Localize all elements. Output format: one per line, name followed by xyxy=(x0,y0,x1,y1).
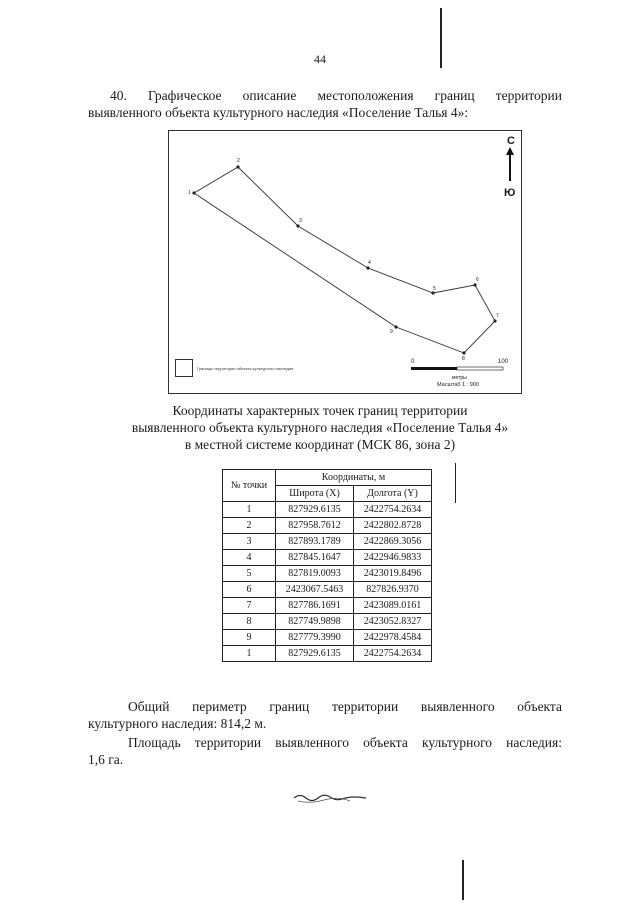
scale-ratio-label: Масштаб 1 : 900 xyxy=(437,382,479,388)
point-number: 1 xyxy=(223,646,276,662)
north-label: С xyxy=(507,135,515,147)
point-label-7: 7 xyxy=(496,313,499,319)
point-label-5: 5 xyxy=(433,286,436,292)
point-number: 9 xyxy=(223,630,276,646)
boundary-map-svg xyxy=(169,131,521,393)
caption-line-1: Координаты характерных точек границ территории xyxy=(172,403,468,418)
point-number: 6 xyxy=(223,582,276,598)
longitude-cell: 2422754.2634 xyxy=(354,646,432,662)
latitude-cell: 827958.7612 xyxy=(276,518,354,534)
latitude-cell: 827779.3990 xyxy=(276,630,354,646)
perimeter-paragraph xyxy=(88,698,562,732)
latitude-cell: 827819.0093 xyxy=(276,566,354,582)
table-row xyxy=(223,534,432,550)
point-number: 8 xyxy=(223,614,276,630)
point-label-9: 9 xyxy=(390,329,393,335)
boundary-point-1 xyxy=(192,191,195,194)
longitude-cell: 2422802.8728 xyxy=(354,518,432,534)
table-row xyxy=(223,518,432,534)
longitude-cell: 2422754.2634 xyxy=(354,502,432,518)
latitude-cell: 827786.1691 xyxy=(276,598,354,614)
boundary-map xyxy=(168,130,522,394)
point-label-8: 8 xyxy=(462,356,465,362)
table-row xyxy=(223,582,432,598)
caption-line-3: в местной системе координат (МСК 86, зона 2) xyxy=(184,437,456,452)
table-row xyxy=(223,614,432,630)
point-number: 1 xyxy=(223,502,276,518)
area-line-2: 1,6 га. xyxy=(88,752,124,767)
header-coords: Координаты, м xyxy=(276,470,432,486)
point-number: 7 xyxy=(223,598,276,614)
scale-bar xyxy=(411,367,503,370)
boundary-points xyxy=(192,165,496,354)
section-heading xyxy=(88,87,562,121)
table-row xyxy=(223,502,432,518)
boundary-point-7 xyxy=(493,319,496,322)
point-label-3: 3 xyxy=(299,218,302,224)
section-heading-line-2: выявленного объекта культурного наследия «Поселение Талья 4»: xyxy=(88,105,469,120)
point-number: 2 xyxy=(223,518,276,534)
longitude-cell: 2423089.0161 xyxy=(354,598,432,614)
latitude-cell: 827845.1647 xyxy=(276,550,354,566)
scale-zero-label: 0 xyxy=(411,359,415,365)
point-label-4: 4 xyxy=(368,260,371,266)
latitude-cell: 827893.1789 xyxy=(276,534,354,550)
caption-line-2: выявленного объекта культурного наследия «Поселение Талья 4» xyxy=(131,420,509,435)
point-label-6: 6 xyxy=(476,277,479,283)
perimeter-line-1: Общий периметр границ территории выявленного объекта xyxy=(128,699,562,714)
binding-line xyxy=(455,463,456,503)
point-label-2: 2 xyxy=(237,158,240,164)
table-row xyxy=(223,598,432,614)
point-number: 3 xyxy=(223,534,276,550)
south-label: Ю xyxy=(504,187,516,199)
table-row xyxy=(223,630,432,646)
section-heading-line-1: 40. Графическое описание местоположения границ территории xyxy=(110,88,562,103)
latitude-cell: 827749.9898 xyxy=(276,614,354,630)
scale-unit-label: метры xyxy=(452,375,467,381)
latitude-cell: 2423067.5463 xyxy=(276,582,354,598)
longitude-cell: 827826.9370 xyxy=(354,582,432,598)
header-lat: Широта (X) xyxy=(276,486,354,502)
coordinates-table xyxy=(222,469,432,662)
boundary-point-9 xyxy=(394,325,397,328)
legend-box xyxy=(175,359,193,377)
point-label-1: 1 xyxy=(188,190,191,196)
header-point: № точки xyxy=(223,470,276,502)
longitude-cell: 2422869.3056 xyxy=(354,534,432,550)
boundary-point-4 xyxy=(366,266,369,269)
boundary-point-3 xyxy=(296,224,299,227)
table-row xyxy=(223,566,432,582)
boundary-point-labels xyxy=(188,158,499,362)
latitude-cell: 827929.6135 xyxy=(276,646,354,662)
latitude-cell: 827929.6135 xyxy=(276,502,354,518)
boundary-point-6 xyxy=(473,283,476,286)
area-line-1: Площадь территории выявленного объекта культурного наследия: xyxy=(128,735,562,750)
longitude-cell: 2423019.8496 xyxy=(354,566,432,582)
legend-text: Границы территории объекта культурного наследия xyxy=(197,366,294,371)
table-row xyxy=(223,550,432,566)
point-number: 4 xyxy=(223,550,276,566)
longitude-cell: 2423052.8327 xyxy=(354,614,432,630)
boundary-point-2 xyxy=(236,165,239,168)
longitude-cell: 2422978.4584 xyxy=(354,630,432,646)
perimeter-line-2: культурного наследия: 814,2 м. xyxy=(88,716,267,731)
boundary-point-8 xyxy=(462,351,465,354)
boundary-polygon xyxy=(194,167,495,353)
longitude-cell: 2422946.9833 xyxy=(354,550,432,566)
area-paragraph xyxy=(88,734,562,768)
coordinates-caption xyxy=(0,402,640,453)
page-number: 44 xyxy=(314,52,326,66)
table-row xyxy=(223,646,432,662)
binding-line xyxy=(462,860,464,900)
scale-end-label: 100 xyxy=(498,359,509,365)
binding-line xyxy=(440,8,442,68)
header-lon: Долгота (Y) xyxy=(354,486,432,502)
point-number: 5 xyxy=(223,566,276,582)
north-arrow-icon xyxy=(506,147,514,181)
stamp-mark-icon xyxy=(290,789,370,807)
